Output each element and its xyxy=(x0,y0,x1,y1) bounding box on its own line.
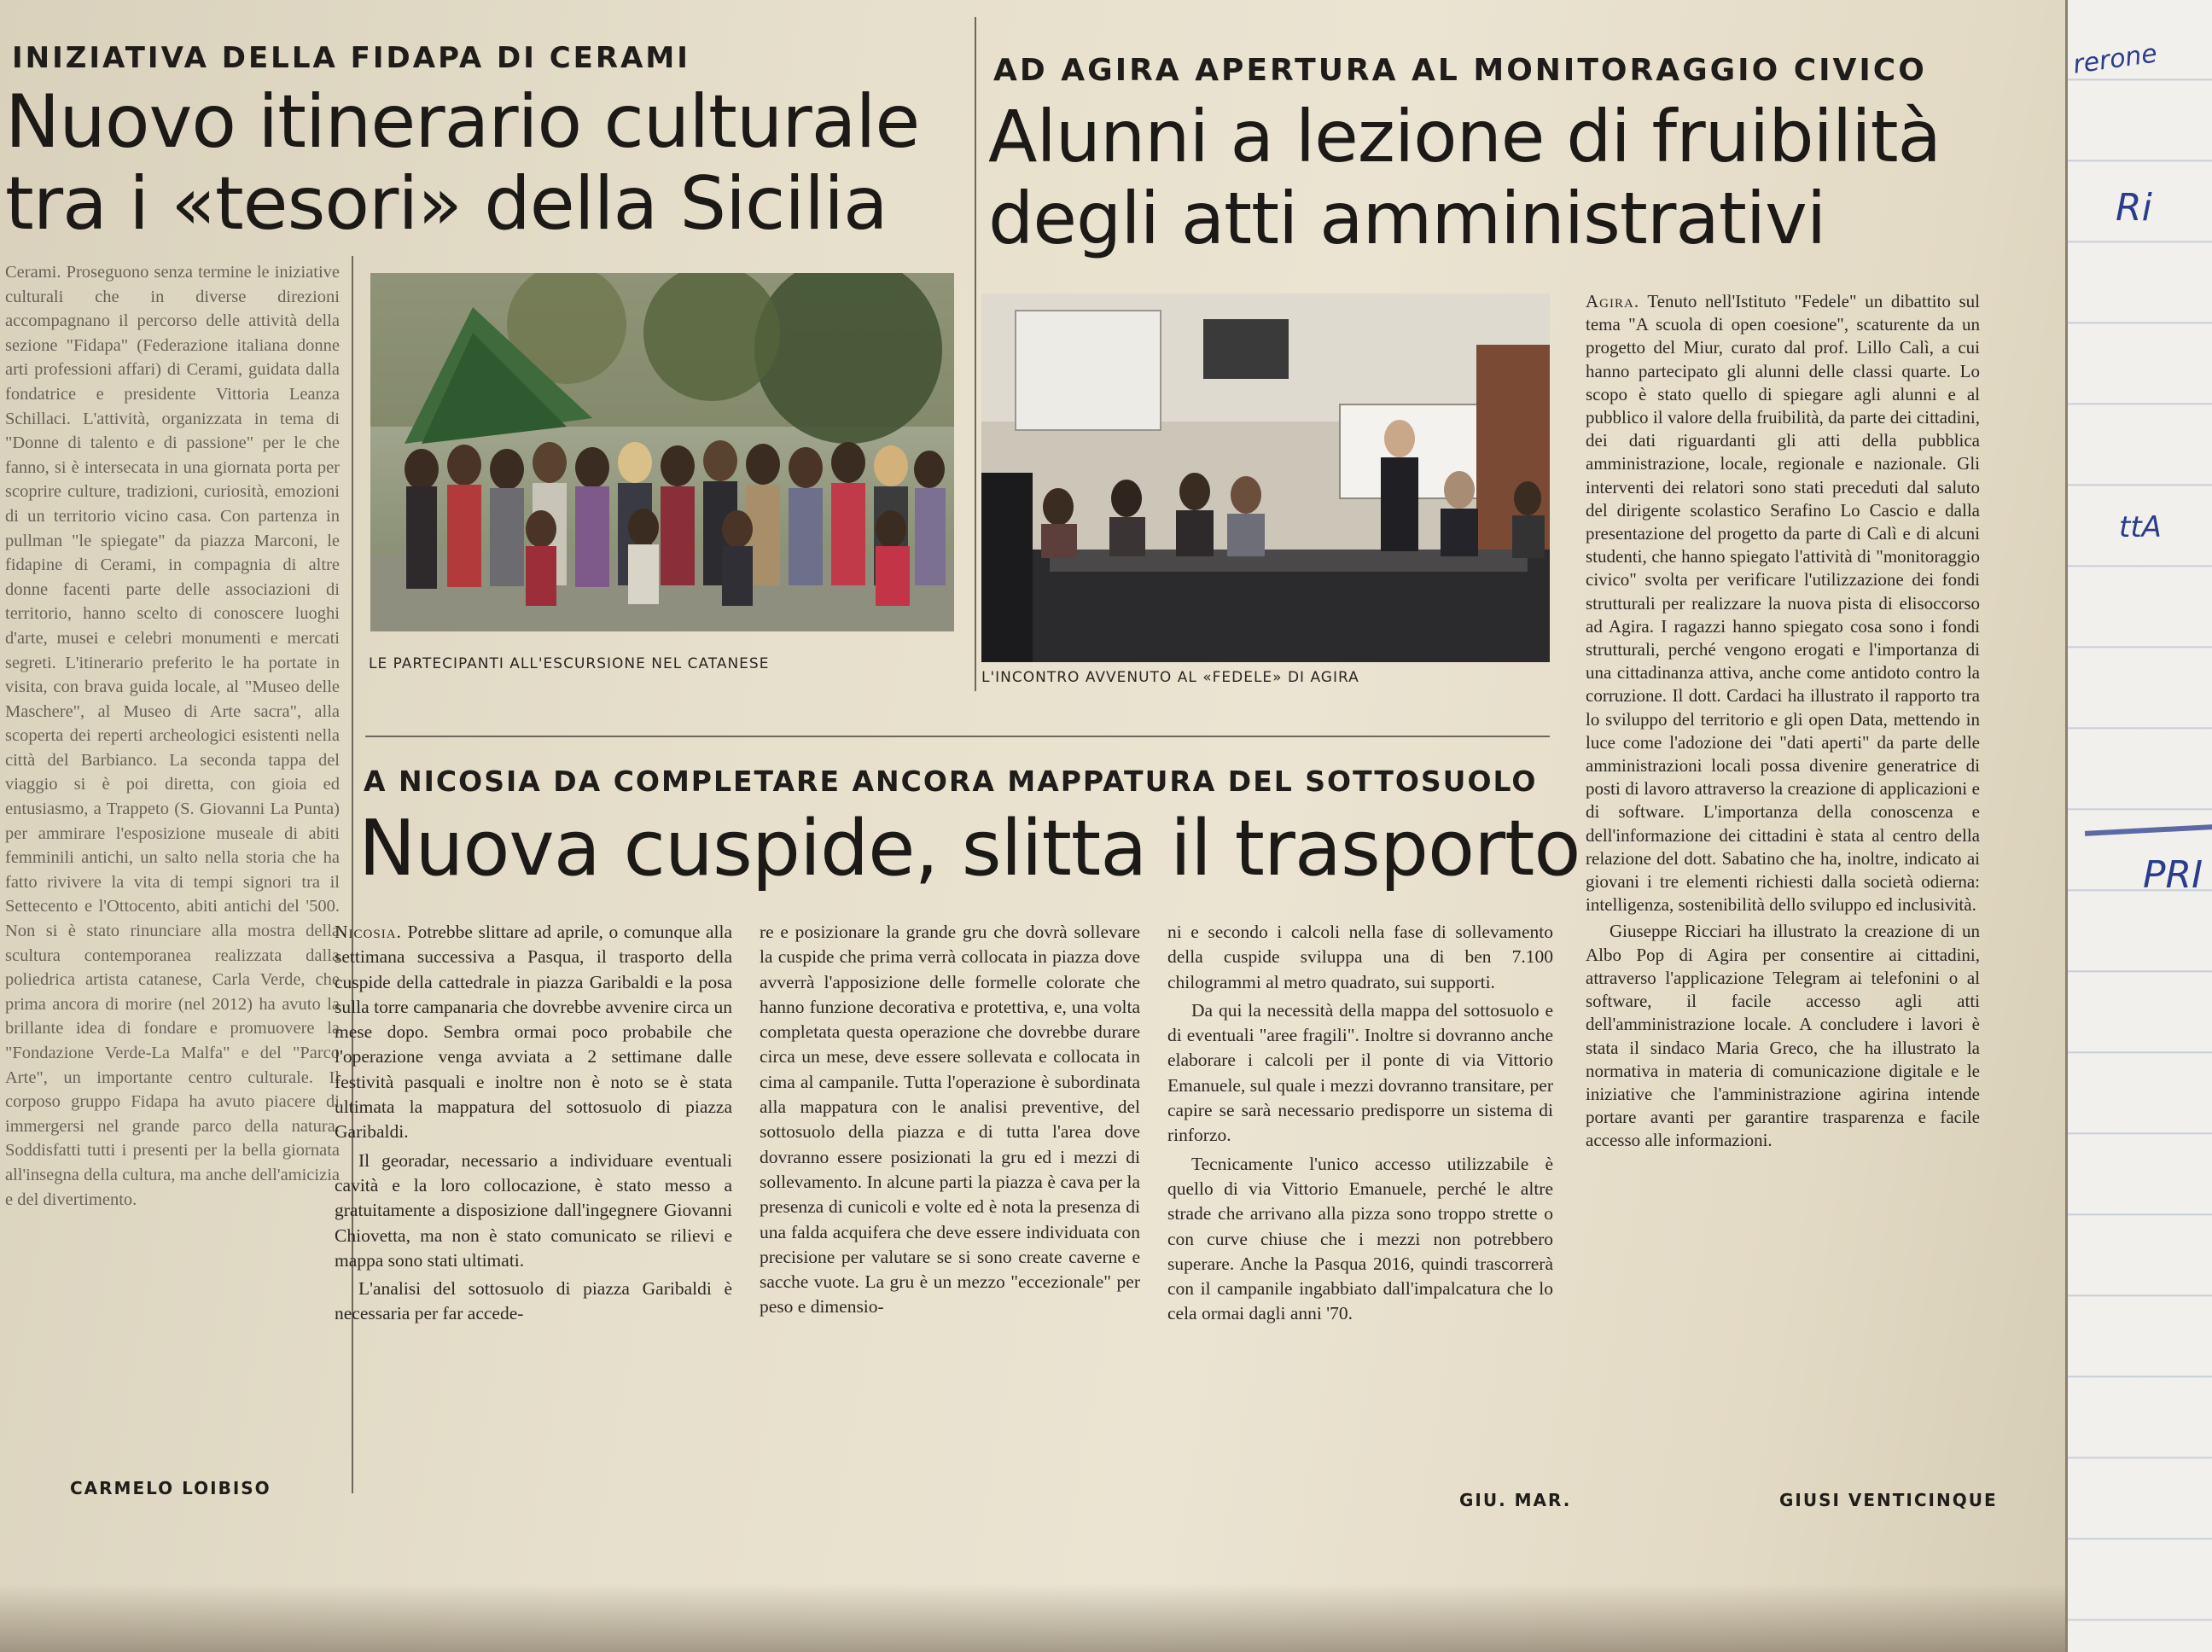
agira-byline: GIUSI VENTICINQUE xyxy=(1779,1490,1998,1510)
cerami-kicker: INIZIATIVA DELLA FIDAPA DI CERAMI xyxy=(12,41,690,75)
nicosia-col3-p3: Tecnicamente l'unico accesso utilizzabile è quello di via Vittorio Emanuele, perché le altre strade che arrivano alla pizza sono troppo strette o con curve chiuse che i mezzi non potrebbero superare. Anche la Pasqua 2016, quindi trascorrerà con il campanile ingabbiato dall'impalcatura che lo cela ormai dagli anni '70. xyxy=(1167,1153,1553,1324)
agira-headline-line1: Alunni a lezione di fruibilità xyxy=(988,95,1941,178)
handwritten-note-2: Ri xyxy=(2116,186,2152,230)
column-divider xyxy=(975,17,976,691)
cerami-headline-line2: tra i «tesori» della Sicilia xyxy=(5,161,888,247)
handwritten-note-3: ttA xyxy=(2119,510,2162,544)
handwritten-note-4: PRI xyxy=(2143,853,2203,897)
agira-body-p1-text: Tenuto nell'Istituto "Fedele" un dibattito sul tema "A scuola di open coesione", scaturente da un progetto del Miur, curato dal prof. Lillo Calì, a cui hanno partecipato gli alunni delle classi quarte. Lo scopo è stato quello di spiegare agli alunni e al pubblico il valore della fruibilità, da parte dei cittadini, dei dati riguardanti gli atti della pubblica amministrazione, locale, regionale e nazionale. Gli interventi dei relatori sono stati preceduti dal saluto del dirigente scolastico Serafino Lo Cascio e dalla presentazione del progetto da parte di Calì e di alcuni studenti, che hanno spiegato l'attività di "monitoraggio civico" svolta per verificare l'utilizzazione dei fondi strutturali per realizzare la nuova pista di elisoccorso ad Agira. I ragazzi hanno spiegato cosa sono i fondi strutturali, perché vengono erogati e l'importanza di una cittadinanza attiva, anche come antidoto contro la corruzione. Il dott. Cardaci ha illustrato il rapporto tra lo sviluppo del territorio e gli open Data, mettendo in luce come l'adozione dei "dati aperti" da parte delle amministrazioni locali possa divenire generatrice di posti di lavoro attraverso la creazione di applicazioni e di software. L'importanza della conoscenza e dell'informazione dei cittadini è stata al centro della relazione del dott. Sabatino che ha, inoltre, indicato ai giovani i tre elementi richiesti dalla società odierna: intelligenza, sostenibilità dello sviluppo ed inclusività. xyxy=(1586,291,1980,916)
cerami-byline: CARMELO LOIBISO xyxy=(70,1478,271,1498)
pen-scribble xyxy=(2085,824,2212,836)
nicosia-dateline: Nicosia. xyxy=(335,922,402,942)
nicosia-col2 xyxy=(760,920,1140,1509)
agira-photo-caption: L'INCONTRO AVVENUTO AL «FEDELE» DI AGIRA xyxy=(981,669,1359,686)
agira-dateline: Agira. xyxy=(1586,291,1640,311)
handwritten-note-1: rerone xyxy=(2071,38,2159,80)
agira-body-p2: Giuseppe Ricciari ha illustrato la creazione di un Albo Pop di Agira per consentire ai cittadini, attraverso l'applicazione Telegram ai telefonini o al software, il facile accesso agli atti dell'amministrazione locale. A concludere i lavori è stata il sindaco Maria Greco, che ha illustrato la normativa in materia di comunicazione digitale e le iniziative che l'amministrazione agirina intende portare avanti per garantire trasparenza e facile accesso alle informazioni. xyxy=(1586,921,1980,1151)
nicosia-col2-p1: re e posizionare la grande gru che dovrà sollevare la cuspide che prima verrà collocata in piazza dove avverrà l'apposizione delle formelle colorate che hanno funzione decorativa e protettiva, e, una volta completata questa operazione che dovrebbe durare circa un mese, deve essere sollevata e collocata in cima al campanile. Tutta l'operazione è subordinata alla mappatura con le analisi preventive, del sottosuolo della piazza e di tutta l'area dove dovranno essere posizionati la gru ed i mezzi di sollevamento. In alcune parti la piazza è cava per la presenza di cunicoli e volte ed è nota la presenza di una falda acquifera che deve essere individuata con precisione per valutare se si sono create caverne e sacche vuote. La gru è un mezzo "eccezionale" per peso e dimensio- xyxy=(760,922,1140,1318)
agira-body xyxy=(1586,290,1980,1485)
page-shadow xyxy=(0,1584,2065,1652)
nicosia-col3 xyxy=(1167,920,1553,1483)
cerami-group-photo xyxy=(370,273,954,631)
notebook-page xyxy=(2065,0,2212,1652)
nicosia-col1-p2: Il georadar, necessario a individuare eventuali cavità e la loro collocazione, è stato messo a gratuitamente a disposizione dall'ingegnere Giovanni Chiovetta, ma non è stato comunicato se rilievi e mappa sono stati ultimati. xyxy=(335,1149,732,1271)
nicosia-col3-p2: Da qui la necessità della mappa del sottosuolo e di eventuali "aree fragili". Inoltre si dovranno anche elaborare i calcoli per il ponte di via Vittorio Emanuele, sul quale i mezzi dovranno transitare, per capire se sarà necessario predisporre un sistema di rinforzo. xyxy=(1167,999,1553,1146)
nicosia-col1-p1 xyxy=(335,920,732,1145)
nicosia-kicker: A NICOSIA DA COMPLETARE ANCORA MAPPATURA DEL SOTTOSUOLO xyxy=(364,765,1538,798)
nicosia-col3-p1: ni e secondo i calcoli nella fase di sollevamento della cuspide sviluppa una di ben 7.100 chilogrammi al metro quadrato, sui supporti. xyxy=(1167,922,1553,992)
cerami-body-text: Cerami. Proseguono senza termine le iniziative culturali che in diverse direzioni accompagnano il percorso delle attività della sezione "Fidapa" (Federazione italiana donne arti professioni affari) di Cerami, guidata dalla fondatrice e presidente Vittoria Leanza Schillaci. L'attività, organizzata in tema di "Donne di talento e di passione" per le che fanno, si è intersecata in una giornata porta per scoprire culture, tradizioni, curiosità, emozioni di un territorio vicino casa. Con partenza in pullman "le spiegate" da piazza Marconi, le fidapine di Cerami, in compagnia di altre donne facenti parte delle associazioni di territorio, hanno scelto di conoscere luoghi d'arte, musei e celebri monumenti e mercati segreti. L'itinerario preferito le ha portate in visita, con brava guida locale, al "Museo delle Maschere", al Museo di Arte sacra", alla scoperta dei reperti archeologici esistenti nella città del Barbianco. La seconda tappa del viaggio si è poi diretta, con gioia ed entusiasmo, a Trappeto (S. Giovanni La Punta) per ammirare l'esposizione museale di abiti femminili antichi, un salto nella storia che ha fatto rivivere la vita di tempi signori tra il Settecento e l'Ottocento, abiti antichi del '500. Non si è stato rinunciare alla mostra della scultura contemporanea realizzata dalla poliedrica artista catanese, Carla Verde, che prima ancora di morire (nel 2012) ha avuto la brillante idea di fondare e promuovere la "Fondazione Verde-La Malfa" e del "Parco Arte", un importante centro culturale. Il corposo gruppo Fidapa ha avuto piacere di immergersi nel grande parco della natura. Soddisfatti tutti i presenti per la bella giornata all'insegna della cultura, ma anche dell'amicizia e del divertimento. xyxy=(5,263,340,1209)
nicosia-col1 xyxy=(335,920,732,1492)
agira-kicker: AD AGIRA APERTURA AL MONITORAGGIO CIVICO xyxy=(993,53,1927,88)
nicosia-headline: Nuova cuspide, slitta il trasporto xyxy=(358,804,1580,893)
agira-body-p1 xyxy=(1586,290,1980,916)
section-rule xyxy=(365,736,1550,737)
nicosia-byline: GIU. MAR. xyxy=(1459,1490,1572,1510)
cerami-body xyxy=(5,260,340,1476)
cerami-headline-line1: Nuovo itinerario culturale xyxy=(5,79,920,165)
agira-headline-line2: degli atti amministrativi xyxy=(988,177,1826,260)
nicosia-col1-p3: L'analisi del sottosuolo di piazza Garibaldi è necessaria per far accede- xyxy=(335,1278,732,1324)
cerami-photo-caption: LE PARTECIPANTI ALL'ESCURSIONE NEL CATANESE xyxy=(369,655,770,672)
nicosia-col1-p1-text: Potrebbe slittare ad aprile, o comunque alla settimana successiva a Pasqua, il trasporto della cuspide della cattedrale in piazza Garibaldi e la posa sulla torre campanaria che dovrebbe avvenire circa un mese dopo. Sembra ormai poco probabile che l'operazione venga avviata a 2 settimane dalle festività pasquali e inoltre non è noto se è stata ultimata la mappatura del sottosuolo di piazza Garibaldi. xyxy=(335,922,732,1143)
agira-meeting-photo xyxy=(981,294,1550,662)
